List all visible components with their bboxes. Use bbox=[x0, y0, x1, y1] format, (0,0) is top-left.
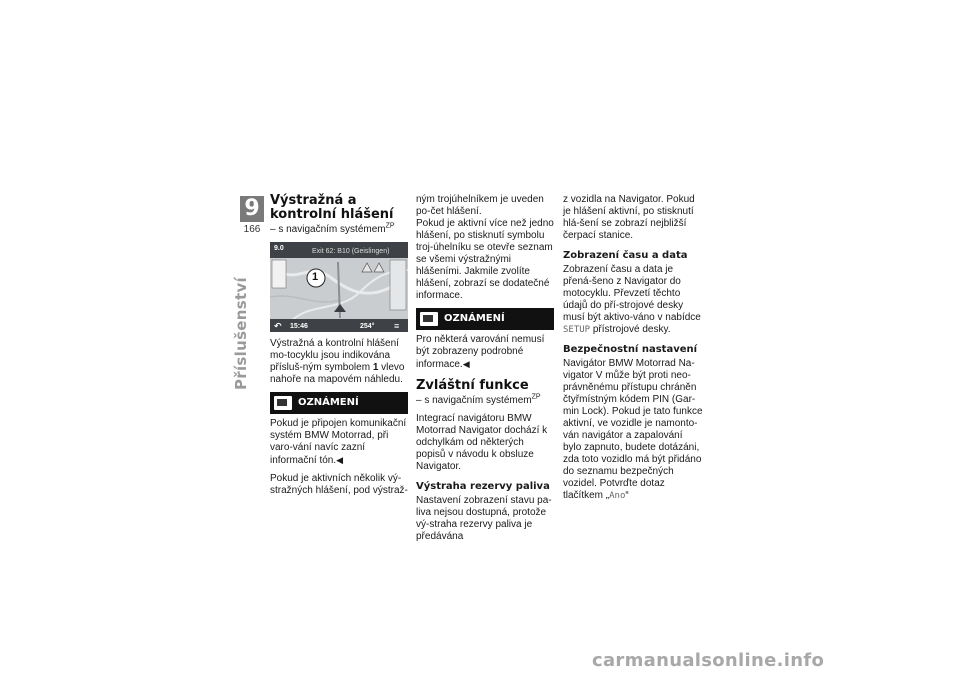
back-icon[interactable]: ↶ bbox=[274, 321, 282, 331]
subtitle-text: – s navigačním systémem bbox=[416, 395, 532, 406]
paragraph-note-details bbox=[416, 334, 554, 371]
watermark: carmanualsonline.info bbox=[592, 650, 825, 671]
paragraph-warnings-intro bbox=[270, 338, 408, 386]
column-3 bbox=[563, 194, 703, 508]
subtitle-nav bbox=[416, 395, 554, 407]
column-2 bbox=[416, 194, 554, 549]
chapter-number: 9 bbox=[240, 196, 264, 222]
heading-special-functions: Zvláštní funkce bbox=[416, 378, 529, 393]
column-1 bbox=[270, 194, 408, 503]
note-label: OZNÁMENÍ bbox=[298, 397, 359, 408]
paragraph-count: ným trojúhelníkem je uveden po-čet hlášení. bbox=[416, 194, 544, 217]
navigator-screenshot bbox=[270, 242, 408, 332]
setup-menu-label: SETUP bbox=[563, 325, 591, 335]
note-label: OZNÁMENÍ bbox=[444, 313, 505, 324]
section-title: Příslušenství bbox=[232, 277, 250, 390]
chapter-tab bbox=[240, 196, 264, 235]
note-banner bbox=[270, 392, 408, 414]
sup-zp: ZP bbox=[531, 393, 541, 401]
subtitle-text: – s navigačním systémem bbox=[270, 224, 386, 235]
navigator-top-bar bbox=[270, 242, 408, 258]
page-number: 166 bbox=[243, 224, 261, 235]
text-segment: Navigátor BMW Motorrad Na-vigator V může být proti neo-právněnému přístupu chráněn čtyřmístným kódem PIN (Gar-min Lock). Pokud je tato funkce aktivní, ve vozidle je namonto-ván navigátor a zapalování bylo zapnuto, budete dotázáni, zda toto vozidlo má být přidáno do seznamu bezpečných vozidel. Potvrďte dotaz tlačítkem „ bbox=[563, 358, 703, 501]
sup-zp: ZP bbox=[385, 222, 395, 230]
text-segment: Výstražná a kontrolní hlášení mo-tocyklu jsou indikována přísluš-ným symbolem bbox=[270, 338, 399, 373]
navigator-bottom-bar bbox=[270, 319, 408, 332]
menu-icon[interactable]: ≡ bbox=[394, 321, 400, 331]
text-segment: Pokud je připojen komunikační systém BMW Motorrad, při varo-vání navíc zazní informační tón. bbox=[270, 418, 407, 466]
heading-warnings: Výstražná a kontrolní hlášení bbox=[270, 193, 394, 222]
text-segment: Pro některá varování nemusí být zobrazeny podrobné informace. bbox=[416, 334, 545, 370]
text-segment: přístrojové desky. bbox=[590, 324, 671, 335]
paragraph-time-date bbox=[563, 264, 703, 336]
note-icon bbox=[420, 312, 438, 326]
yes-button-label: Ano bbox=[609, 491, 626, 501]
text-segment: Zobrazení času a data je přená-šeno z Navigator do motocyklu. Převzetí těchto údajů do pří-strojové desky musí být aktivo-váno v nabídce bbox=[563, 264, 701, 323]
note-icon bbox=[274, 396, 292, 410]
heading-fuel-reserve: Výstraha rezervy paliva bbox=[416, 481, 550, 492]
heading-readout: 254° bbox=[360, 323, 375, 330]
paragraph-list: Pokud je aktivní více než jedno hlášení, po stisknutí symbolu troj-úhelníku se otevře seznam se všemi výstražnými hlášeními. Jakmile zvolíte hlášení, zobrazí se dodatečné informace. bbox=[416, 218, 554, 301]
paragraph-fuel-cont: z vozidla na Navigator. Pokud je hlášení aktivní, po stisknutí hlá-šení se zobrazí nejbližší čerpací stanice. bbox=[563, 194, 695, 241]
paragraph-integration: Integrací navigátoru BMW Motorrad Navigator dochází k odchylkám od některých popisů v návodu k obsluze Navigator. bbox=[416, 413, 548, 472]
paragraph-multiple-warnings: Pokud je aktivních několik vý-stražných hlášení, pod výstraž- bbox=[270, 473, 408, 496]
end-triangle-icon: ◀ bbox=[462, 359, 470, 369]
callout-1: 1 bbox=[312, 271, 319, 283]
subtitle-nav bbox=[270, 224, 408, 236]
paragraph-fuel: Nastavení zobrazení stavu pa-liva nejsou dostupná, protože vý-straha rezervy paliva je předávána bbox=[416, 495, 552, 542]
note-banner bbox=[416, 308, 554, 330]
text-segment: “ bbox=[625, 490, 629, 501]
heading-security: Bezpečnostní nastavení bbox=[563, 344, 698, 355]
text-segment: vlevo nahoře na mapovém náhledu. bbox=[270, 362, 405, 385]
distance-readout: 9.0 bbox=[274, 245, 284, 252]
heading-time-date: Zobrazení času a data bbox=[563, 250, 688, 261]
end-triangle-icon: ◀ bbox=[336, 455, 344, 465]
paragraph-security bbox=[563, 358, 703, 502]
paragraph-note-comm bbox=[270, 418, 408, 467]
time-readout: 15:46 bbox=[290, 323, 308, 330]
section-title-vertical bbox=[232, 277, 272, 390]
callout-ref: 1 bbox=[372, 362, 379, 373]
exit-label: Exit 62: B10 (Geislingen) bbox=[312, 248, 390, 255]
